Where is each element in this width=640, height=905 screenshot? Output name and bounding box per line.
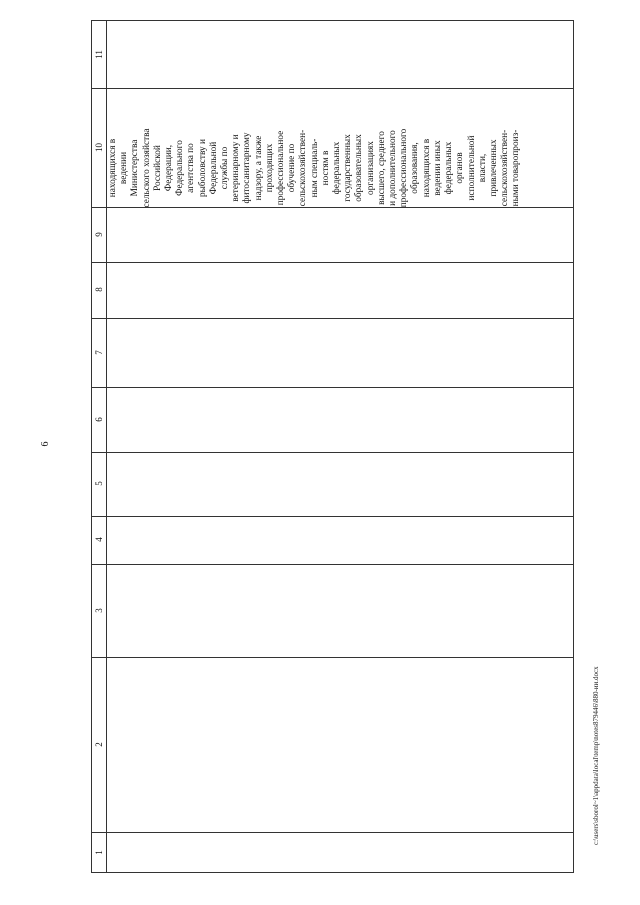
column-10-line: ными товаропроиз-	[511, 129, 522, 207]
column-number-11: 11	[93, 49, 104, 59]
column-number-1: 1	[94, 850, 104, 855]
column-10-line: ветеринарному и	[231, 134, 242, 202]
column-number-5: 5	[94, 481, 104, 486]
column-10-line: Федеральной	[208, 141, 219, 195]
column-10-line: профессиональное	[276, 130, 287, 206]
column-10-line: находящихся в	[421, 138, 432, 198]
column-10-line: ведении	[119, 151, 130, 185]
column-10-line: агентства по	[186, 143, 197, 193]
column-number-2: 2	[94, 741, 104, 747]
column-separator	[92, 832, 573, 833]
column-10-line: фитосанитарному	[242, 132, 253, 204]
column-10-line: организациях	[365, 141, 376, 195]
column-10-line: ведении иных	[432, 140, 443, 196]
column-10-line: Российской	[152, 145, 163, 191]
column-separator	[92, 516, 573, 517]
column-10-line: высшего, среднего	[376, 131, 387, 205]
column-separator	[92, 318, 573, 319]
column-10-line: сельскохозяйствен-	[500, 129, 511, 207]
column-10-line: обучение по	[287, 143, 298, 193]
column-10-line: исполнительной	[466, 135, 477, 201]
column-10-line: надзору, а также	[253, 135, 264, 201]
column-separator	[92, 88, 573, 89]
column-10-line: привлеченных	[488, 139, 499, 197]
column-10-line: сельскохозяйствен-	[298, 129, 309, 207]
column-separator	[92, 262, 573, 263]
column-number-4: 4	[94, 537, 104, 542]
column-10-line: федеральных	[332, 141, 343, 195]
column-10-line: Министерства	[130, 139, 141, 197]
column-10-line: Федерации,	[164, 144, 175, 192]
column-separator	[92, 207, 573, 208]
column-10-text	[108, 109, 574, 227]
column-number-10: 10	[94, 142, 104, 152]
column-10-line: образования,	[410, 142, 421, 194]
column-number-9: 9	[94, 231, 104, 237]
column-10-line: органов	[455, 152, 466, 184]
column-separator	[92, 452, 573, 453]
column-10-line: Федерального	[175, 140, 186, 196]
column-number-7: 7	[94, 349, 104, 355]
column-10-line: государственных	[343, 134, 354, 202]
column-10-line: проходящих	[264, 143, 275, 193]
column-separator	[92, 657, 573, 658]
column-number-6: 6	[94, 416, 104, 422]
data-table	[91, 20, 574, 873]
column-10-cell	[108, 109, 574, 227]
column-10-line: сельского хозяйства	[141, 128, 152, 208]
column-separator	[92, 564, 573, 565]
column-10-line: профессионального	[399, 128, 410, 208]
column-10-line: находящихся в	[108, 138, 118, 198]
column-separator	[92, 387, 573, 388]
page-number: 6	[40, 441, 51, 447]
column-number-3: 3	[94, 607, 104, 613]
column-10-line: и дополнительного	[388, 130, 399, 206]
column-10-line: образовательных	[354, 134, 365, 202]
column-10-line: ностям в	[320, 150, 331, 186]
file-path-footer: c:\users\sborol~1\appdata\local\temp\notes879446\880-ии.docx	[592, 666, 600, 845]
column-10-line: службы по	[220, 146, 231, 190]
column-10-line: федеральных	[444, 141, 455, 195]
column-10-line: власти,	[477, 153, 488, 183]
column-10-line: ным специаль-	[309, 138, 320, 198]
column-10-line: рыболовству и	[197, 139, 208, 197]
column-number-8: 8	[94, 287, 104, 292]
